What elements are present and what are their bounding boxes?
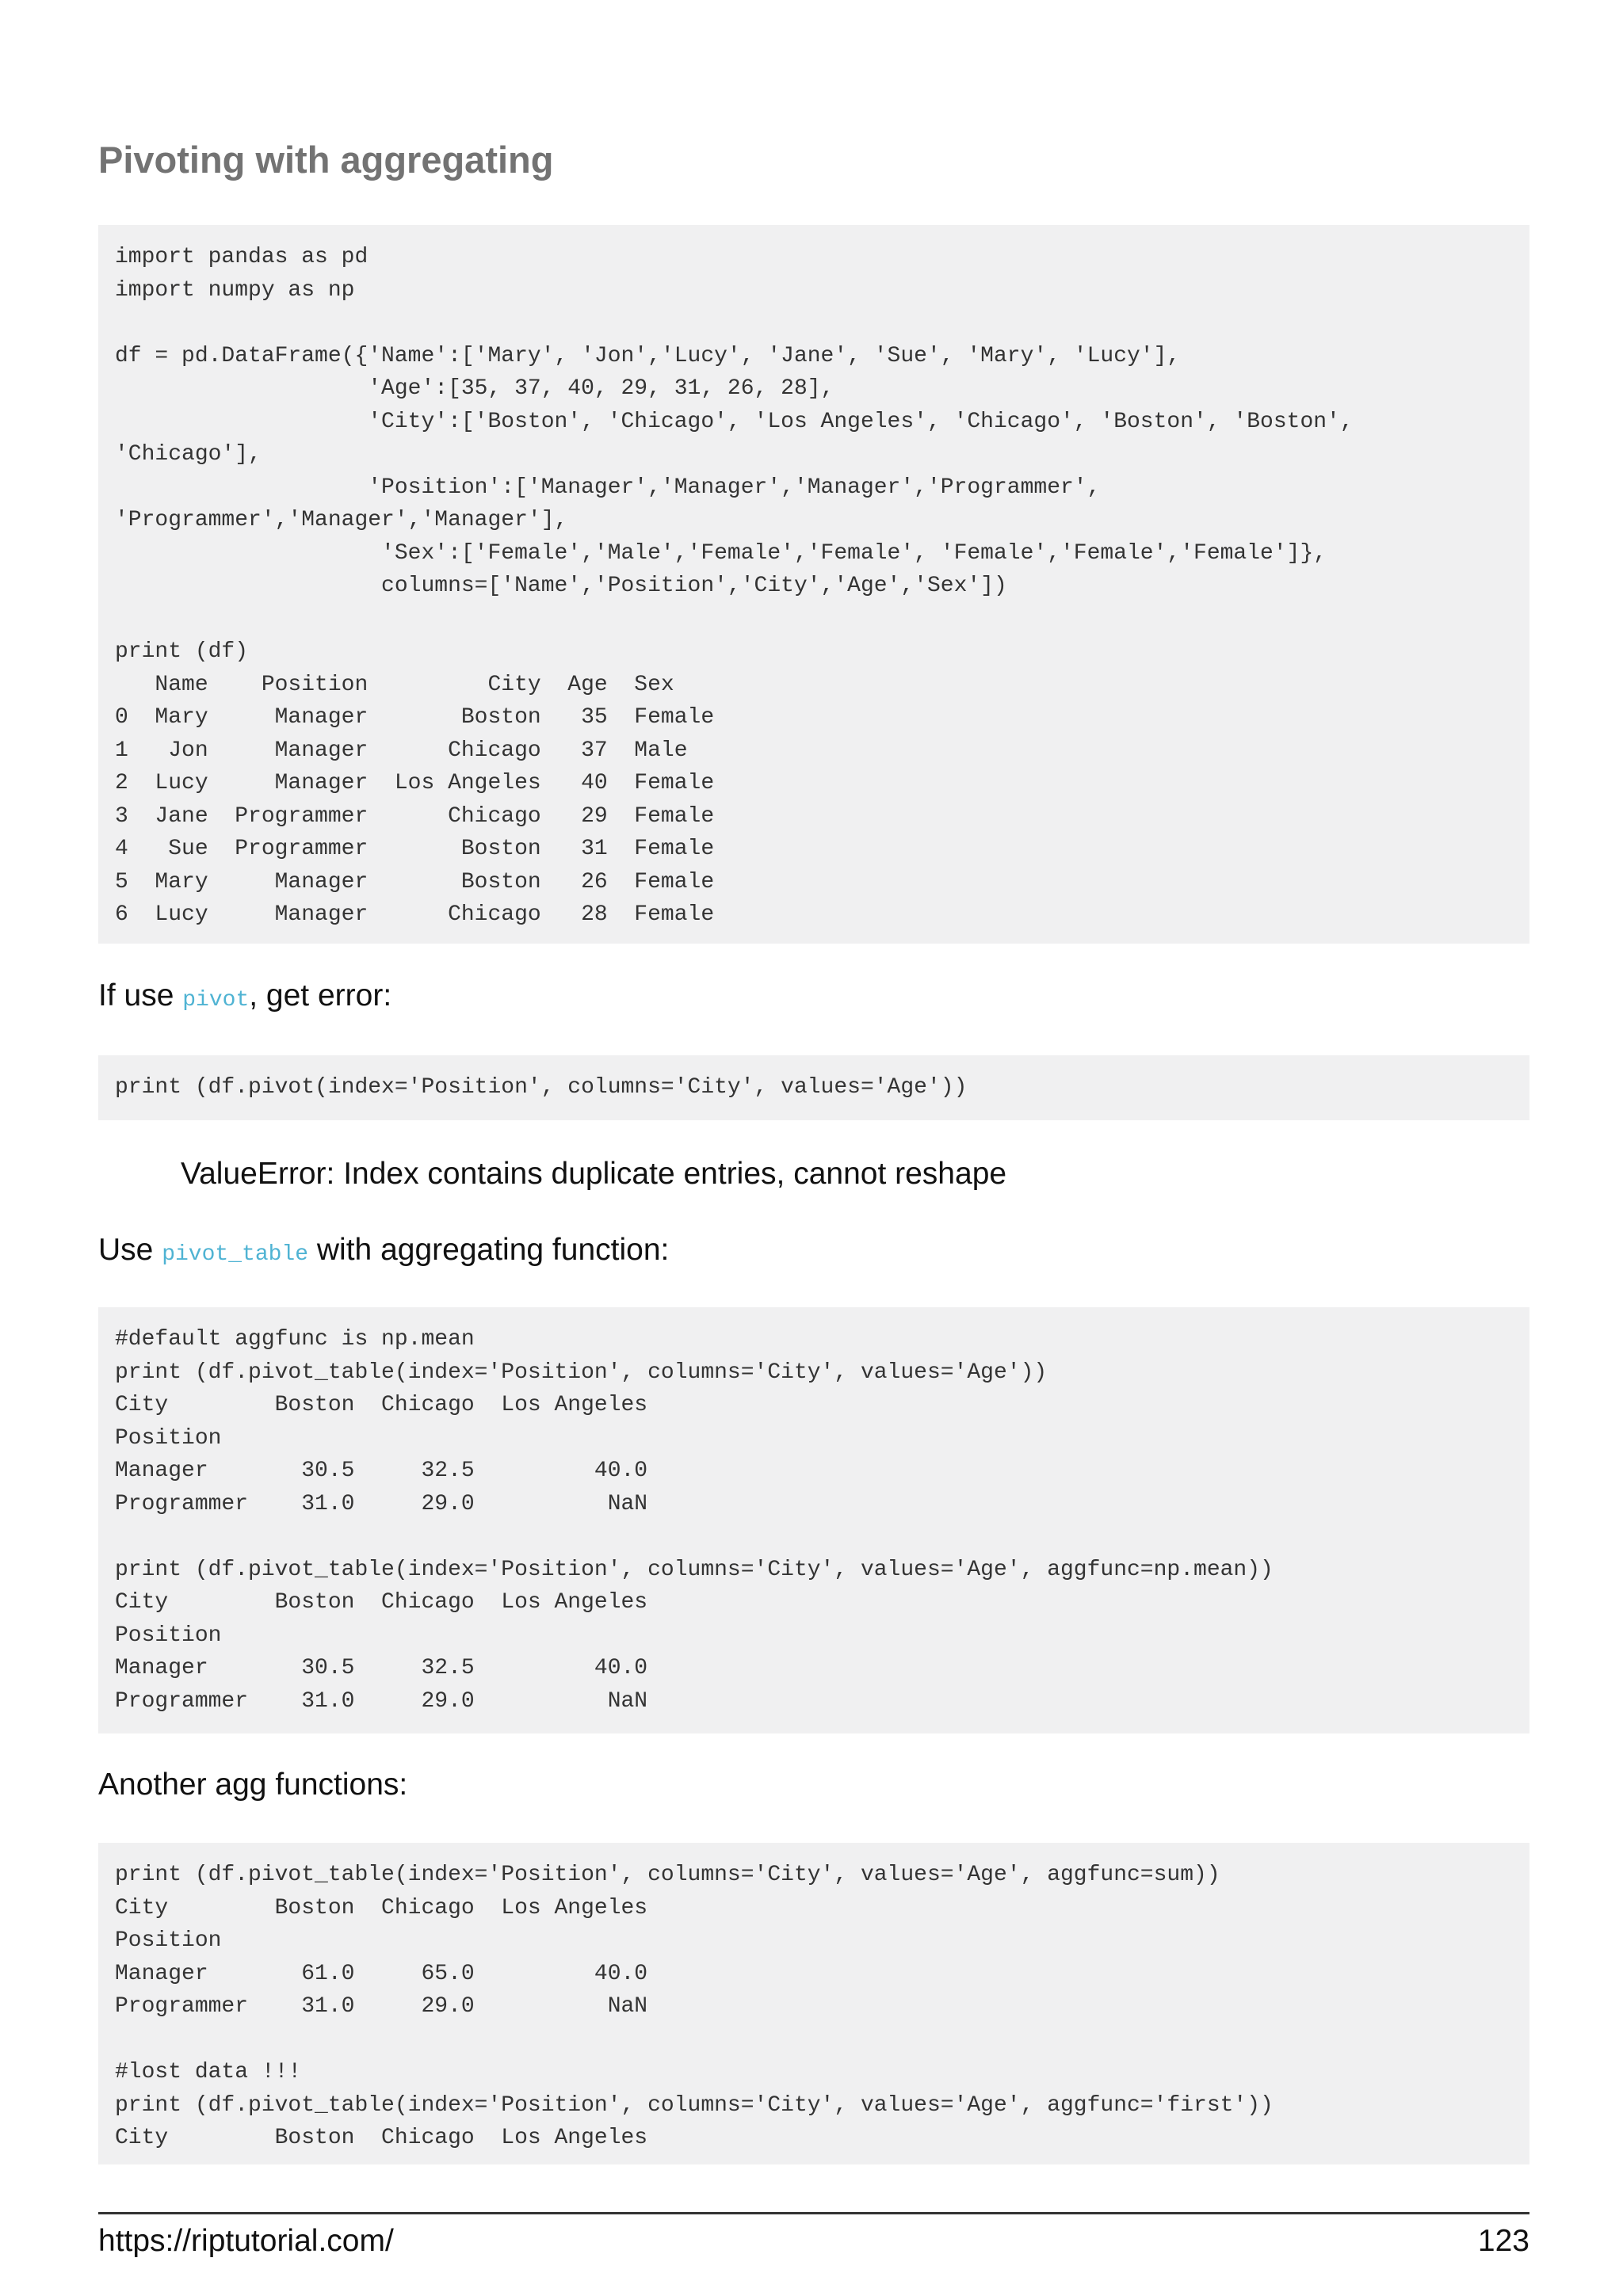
paragraph-pivot-error bbox=[98, 976, 391, 1020]
code-block-dataframe-setup: import pandas as pd import numpy as np df = pd.DataFrame({'Name':['Mary', 'Jon','Lucy', 'Jane', 'Sue', 'Mary', 'Lucy'], 'Age':[35, 37, 40, 29, 31, 26, 28], 'City':['Boston', 'Chicago', 'Los Angeles', 'Chicago', 'Boston', 'Boston', 'Chicago'], 'Position':['Manager','Manager','Manager','Programmer', 'Programmer','Manager','Manager'], 'Sex':['Female','Male','Female','Female', 'Female','Female','Female']}, columns=['Name','Position','City','Age','Sex']) print (df) Name Position City Age Sex 0 Mary Manager Boston 35 Female 1 Jon Manager Chicago 37 Male 2 Lucy Manager Los Angeles 40 Female 3 Jane Programmer Chicago 29 Female 4 Sue Programmer Boston 31 Female 5 Mary Manager Boston 26 Female 6 Lucy Manager Chicago 28 Female bbox=[98, 225, 1529, 944]
paragraph-pivot-error-after: , get error: bbox=[249, 978, 392, 1013]
section-heading: Pivoting with aggregating bbox=[98, 139, 554, 181]
paragraph-pivot-table-after: with aggregating function: bbox=[308, 1233, 670, 1267]
paragraph-pivot-table-intro bbox=[98, 1230, 669, 1275]
footer-url-link[interactable]: https://riptutorial.com/ bbox=[98, 2224, 394, 2258]
inline-code-pivot-table: pivot_table bbox=[162, 1242, 309, 1267]
footer-divider bbox=[98, 2212, 1529, 2214]
paragraph-pivot-table-before: Use bbox=[98, 1233, 162, 1267]
error-message: ValueError: Index contains duplicate entries, cannot reshape bbox=[181, 1157, 1007, 1191]
paragraph-pivot-error-before: If use bbox=[98, 978, 183, 1013]
footer-page-number: 123 bbox=[1477, 2224, 1529, 2258]
code-block-other-agg: print (df.pivot_table(index='Position', columns='City', values='Age', aggfunc=sum)) City Boston Chicago Los Angeles Position Manager 61.0 65.0 40.0 Programmer 31.0 29.0 NaN #lost data !!! print (df.pivot_table(index='Position', columns='City', values='Age', aggfunc='first')) City Boston Chicago Los Angeles bbox=[98, 1843, 1529, 2164]
code-block-pivot-table-mean: #default aggfunc is np.mean print (df.pivot_table(index='Position', columns='City', values='Age')) City Boston Chicago Los Angeles Position Manager 30.5 32.5 40.0 Programmer 31.0 29.0 NaN print (df.pivot_table(index='Position', columns='City', values='Age', aggfunc=np.mean)) City Boston Chicago Los Angeles Position Manager 30.5 32.5 40.0 Programmer 31.0 29.0 NaN bbox=[98, 1307, 1529, 1733]
paragraph-another-agg: Another agg functions: bbox=[98, 1768, 408, 1802]
inline-code-pivot: pivot bbox=[182, 988, 250, 1013]
code-block-pivot-call: print (df.pivot(index='Position', columns='City', values='Age')) bbox=[98, 1055, 1529, 1120]
